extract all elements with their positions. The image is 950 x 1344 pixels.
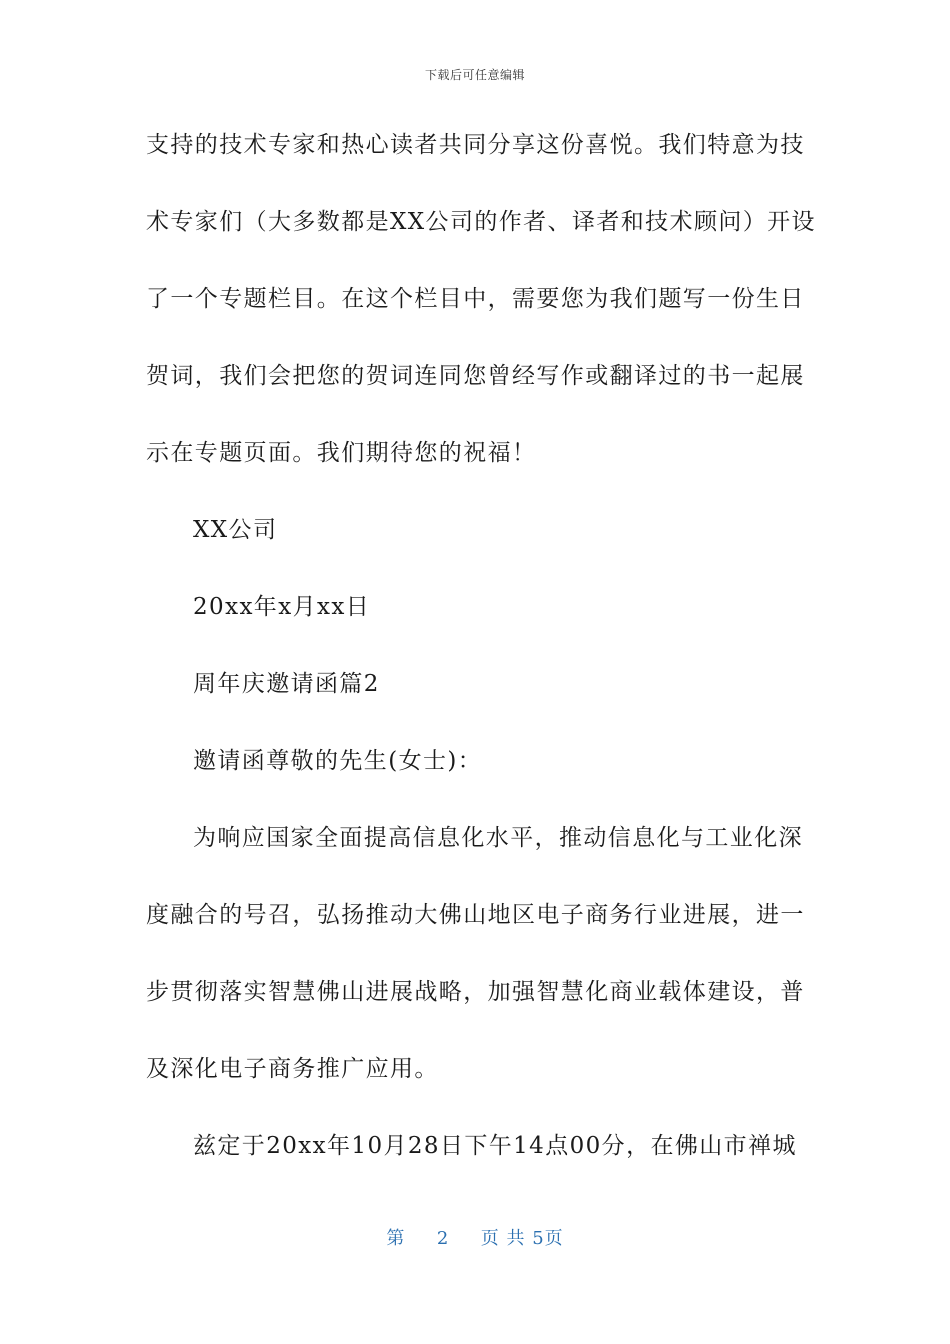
body-line-4: 贺词，我们会把您的贺词连同您曾经写作或翻译过的书一起展 xyxy=(146,363,805,389)
body-line-5: 示在专题页面。我们期待您的祝福！ xyxy=(146,440,537,466)
page-footer xyxy=(0,1224,950,1250)
body-line-13: 及深化电子商务推广应用。 xyxy=(146,1056,439,1082)
footer-mid: 页 共 xyxy=(480,1228,526,1249)
body-line-14: 兹定于20xx年10月28日下午14点00分，在佛山市禅城 xyxy=(193,1133,797,1159)
footer-total: 5页 xyxy=(532,1228,564,1249)
document-body xyxy=(146,121,816,1199)
body-line-10: 为响应国家全面提高信息化水平，推动信息化与工业化深 xyxy=(193,825,803,851)
signature-date: 20xx年x月xx日 xyxy=(193,594,371,620)
salutation: 邀请函尊敬的先生(女士)： xyxy=(193,748,483,774)
body-line-1: 支持的技术专家和热心读者共同分享这份喜悦。我们特意为技 xyxy=(146,132,805,158)
signature-company: XX公司 xyxy=(193,517,278,543)
body-line-11: 度融合的号召，弘扬推动大佛山地区电子商务行业进展，进一 xyxy=(146,902,805,928)
section-title: 周年庆邀请函篇2 xyxy=(193,671,380,697)
body-line-12: 步贯彻落实智慧佛山进展战略，加强智慧化商业载体建设，普 xyxy=(146,979,805,1005)
body-line-2: 术专家们（大多数都是XX公司的作者、译者和技术顾问）开设 xyxy=(146,209,816,235)
body-line-3: 了一个专题栏目。在这个栏目中，需要您为我们题写一份生日 xyxy=(146,286,805,312)
footer-prefix: 第 xyxy=(386,1228,406,1249)
page-header: 下载后可任意编辑 xyxy=(424,68,525,82)
footer-page-number: 2 xyxy=(436,1228,450,1249)
